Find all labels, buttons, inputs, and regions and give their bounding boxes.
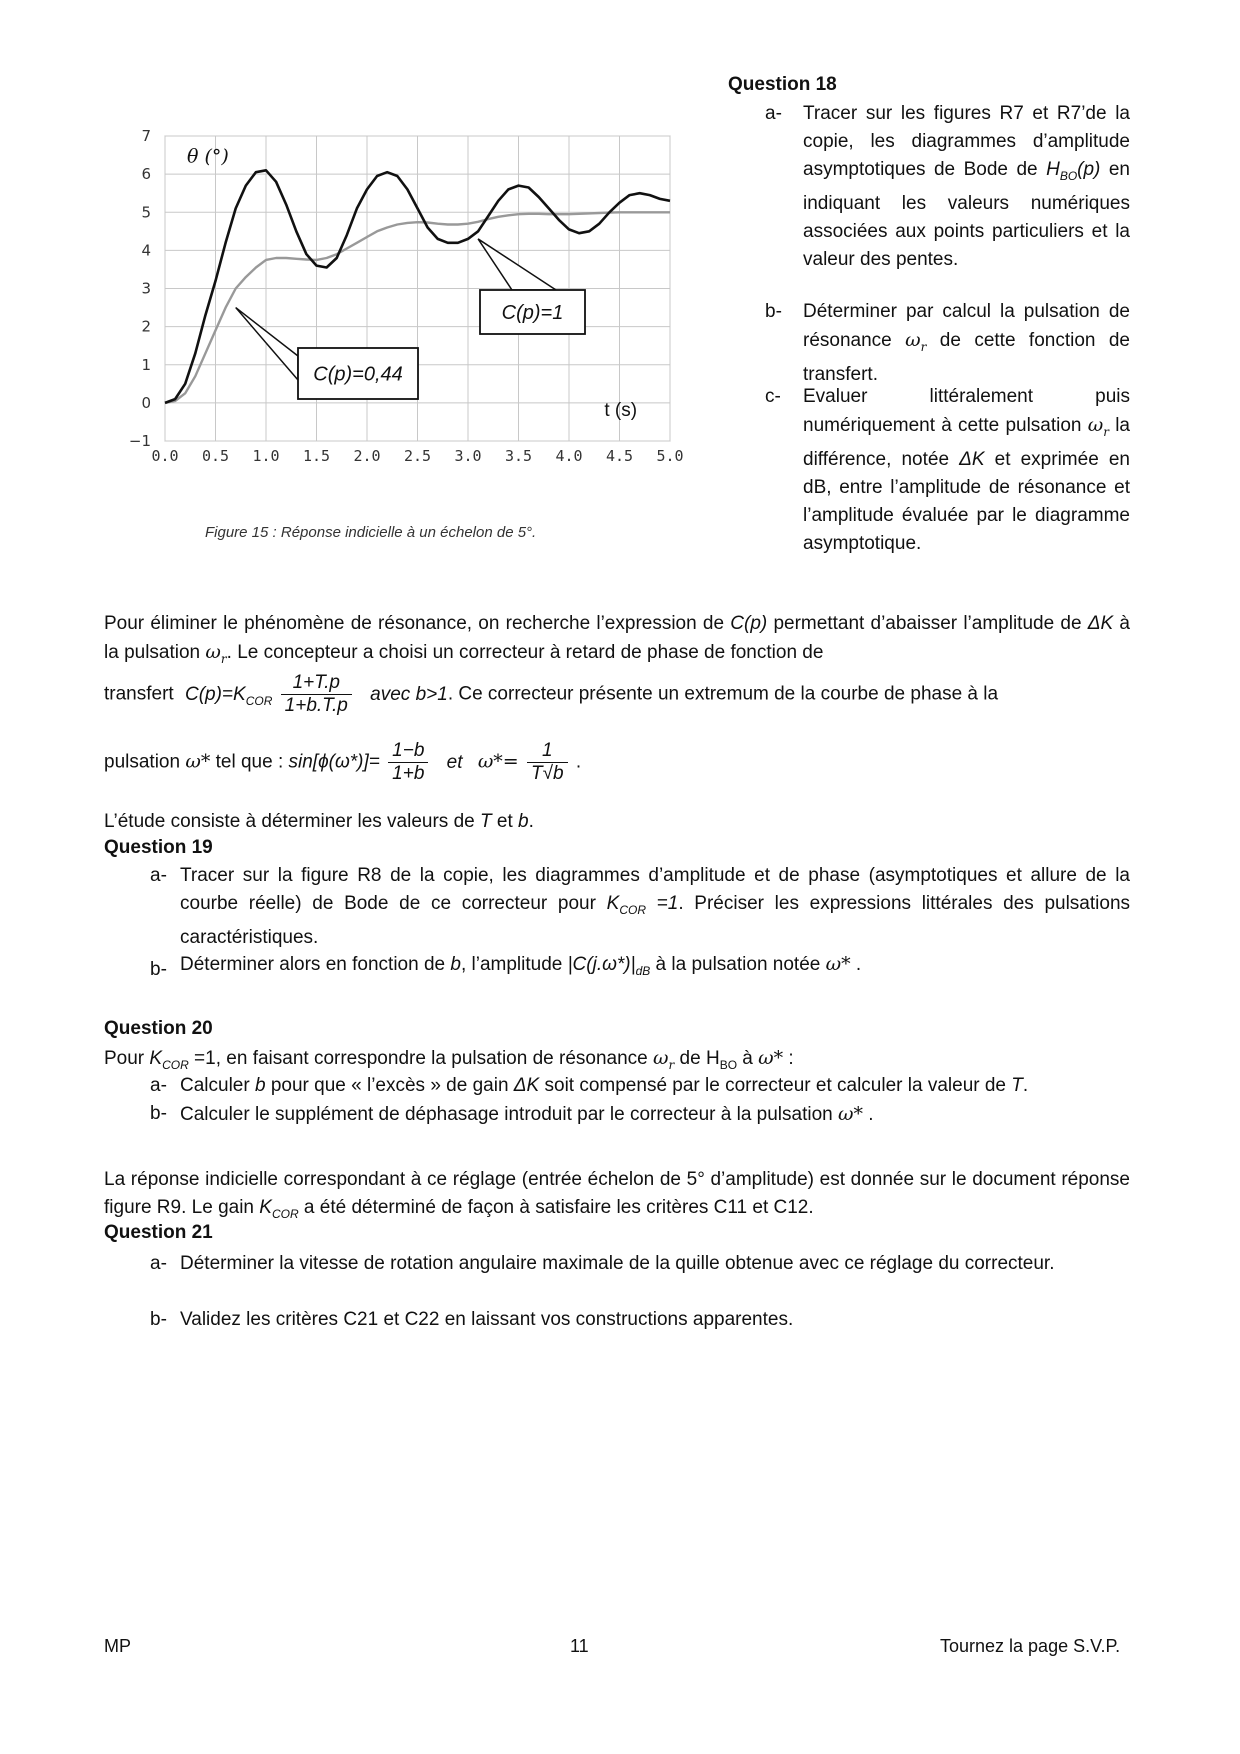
y-axis-label: θ (°) (187, 145, 229, 168)
q18-b-marker: b- (765, 301, 782, 322)
q20-intro: Pour $K_{COR} =1$, en faisant correspondre la pulsation de résonance $\omega_r$ de $H_{BO}$ à ω* : (104, 1047, 794, 1072)
x-tick-label: 0.0 (151, 447, 179, 465)
etude-sentence: L’étude consiste à déterminer les valeurs de T et b. (104, 811, 534, 832)
paragraph-resonance: Pour éliminer le phénomène de résonance, on recherche l’expression de C(p) permettant d’abaisser l’amplitude de ΔK à la pulsation $\omega_r$. Le concepteur a choisi un correcteur à retard de phase de fonction de (104, 613, 1130, 666)
x-tick-label: 4.0 (555, 447, 583, 465)
q18-c-marker: c- (765, 386, 781, 407)
y-tick-label: 1 (141, 355, 151, 374)
y-tick-label: 3 (141, 279, 151, 298)
callout-label: C(p)=0,44 (313, 363, 403, 386)
question-21-title: Question 21 (104, 1222, 213, 1243)
x-axis-label: t (s) (604, 400, 638, 422)
y-tick-label: 2 (141, 317, 151, 336)
y-tick-label: −1 (128, 432, 151, 450)
y-tick-label: 5 (141, 203, 151, 222)
x-tick-label: 3.0 (454, 447, 482, 465)
footer-right: Tournez la page S.V.P. (940, 1636, 1121, 1656)
question-19-title: Question 19 (104, 837, 213, 858)
transfer-function-line: transfert $C(p)=K_{COR}$ $\frac{1+T.p}{1+b.T.p}$ avec b>1. Ce correcteur présente un extremum de la courbe de phase à la (104, 672, 999, 716)
x-tick-label: 4.5 (605, 447, 634, 465)
x-tick-label: 0.5 (201, 447, 230, 465)
x-tick-label: 5.0 (656, 447, 684, 465)
figure-caption: Figure 15 : Réponse indicielle à un échelon de 5°. (205, 524, 537, 541)
footer-left: MP (104, 1636, 131, 1656)
pulsation-line: pulsation ω* tel que : sin[ϕ(ω*)]= $\frac{1-b}{1+b}$ et ω*= $\frac{1}{T√b}$ . (104, 740, 582, 784)
footer-page-number: 11 (570, 1636, 589, 1656)
y-tick-label: 7 (141, 127, 151, 145)
q18-a-marker: a- (765, 103, 782, 124)
y-tick-label: 0 (141, 393, 151, 412)
y-tick-label: 6 (141, 165, 151, 184)
paragraph-reglage: La réponse indicielle correspondant à ce réglage (entrée échelon de 5° d’amplitude) est donnée sur le document réponse figure R9. Le gain $K_{COR}$ a été déterminé de façon à satisfaire les critères C11 et C12. (104, 1169, 1130, 1221)
step-response-chart (120, 118, 700, 518)
transfer-fraction: $\frac{1+T.p}{1+b.T.p}$ (281, 672, 352, 717)
x-tick-label: 2.5 (403, 447, 432, 465)
question-20-title: Question 20 (104, 1018, 213, 1039)
callout-label: C(p)=1 (501, 302, 564, 324)
x-tick-label: 2.0 (353, 447, 381, 465)
x-tick-label: 1.0 (252, 447, 280, 465)
x-tick-label: 3.5 (504, 447, 533, 465)
question-18-title: Question 18 (728, 74, 837, 95)
x-tick-label: 1.5 (302, 447, 331, 465)
y-tick-label: 4 (141, 241, 151, 260)
